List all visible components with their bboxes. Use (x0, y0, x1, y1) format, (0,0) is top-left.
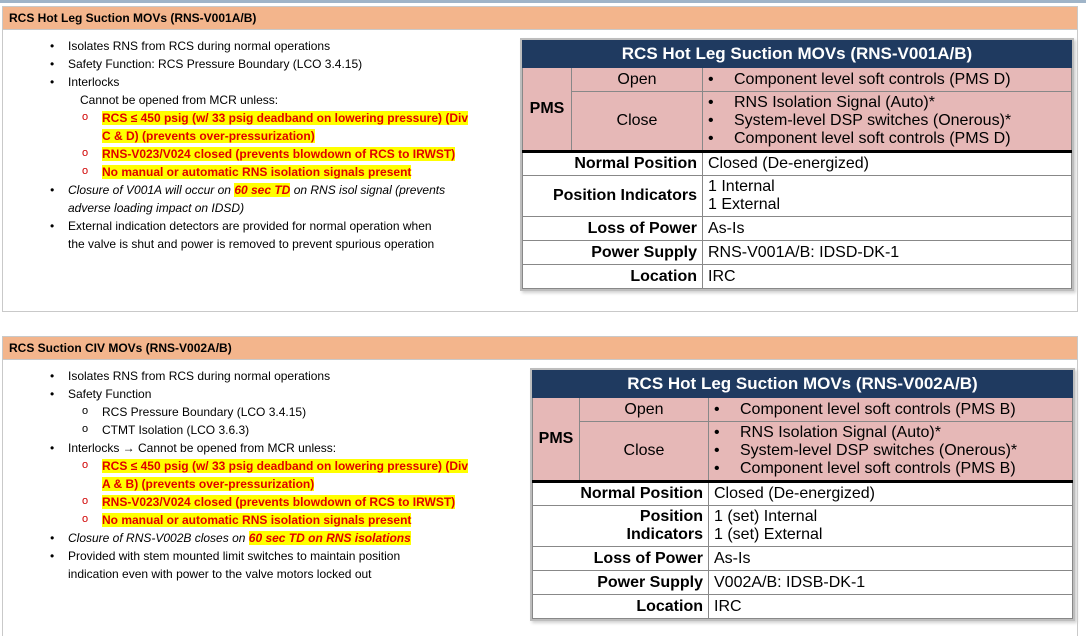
list-item: o RCS Pressure Boundary (LCO 3.4.15) (48, 403, 518, 421)
list-item: o No manual or automatic RNS isolation signals present (48, 163, 518, 181)
list-item: o RCS ≤ 450 psig (w/ 33 psig deadband on lowering pressure) (Div A & B) (prevents over-pressurization) (48, 457, 518, 493)
list-item: o RNS-V023/V024 closed (prevents blowdown of RCS to IRWST) (48, 493, 518, 511)
normal-position-label: Normal Position (523, 152, 703, 176)
power-supply-label: Power Supply (523, 241, 703, 265)
bullet-list-v001 (48, 37, 518, 253)
position-indicators-value: 1 (set) Internal 1 (set) External (709, 506, 1073, 547)
position-indicators-label: Position Indicators (533, 506, 709, 547)
power-supply-value: RNS-V001A/B: IDSD-DK-1 (703, 241, 1072, 265)
list-item: • Safety Function (48, 385, 518, 403)
list-item: • Isolates RNS from RCS during normal operations (48, 37, 518, 55)
loss-of-power-label: Loss of Power (523, 217, 703, 241)
list-item: • Safety Function: RCS Pressure Boundary (LCO 3.4.15) (48, 55, 518, 73)
position-indicators-label: Position Indicators (523, 176, 703, 217)
list-item: • Interlocks → Cannot be opened from MCR unless: (48, 439, 518, 457)
table-title: RCS Hot Leg Suction MOVs (RNS-V002A/B) (533, 371, 1073, 398)
close-label: Close (572, 92, 703, 152)
open-label: Open (580, 398, 709, 422)
loss-of-power-label: Loss of Power (533, 547, 709, 571)
pms-label: PMS (523, 68, 572, 152)
open-controls: • Component level soft controls (PMS B) (709, 398, 1073, 422)
close-label: Close (580, 422, 709, 482)
section-title: RCS Suction CIV MOVs (RNS-V002A/B) (9, 341, 232, 355)
loss-of-power-value: As-Is (709, 547, 1073, 571)
open-label: Open (572, 68, 703, 92)
position-indicators-value: 1 Internal 1 External (703, 176, 1072, 217)
section-title: RCS Hot Leg Suction MOVs (RNS-V001A/B) (9, 11, 257, 25)
close-controls: • RNS Isolation Signal (Auto)* • System-level DSP switches (Onerous)* • Component level soft controls (PMS D) (703, 92, 1072, 152)
list-item: • Isolates RNS from RCS during normal operations (48, 367, 518, 385)
pms-label: PMS (533, 398, 580, 482)
loss-of-power-value: As-Is (703, 217, 1072, 241)
valve-table-v002 (530, 368, 1075, 621)
list-item: • Closure of RNS-V002B closes on 60 sec TD on RNS isolations (48, 529, 518, 547)
normal-position-value: Closed (De-energized) (703, 152, 1072, 176)
list-item: o RNS-V023/V024 closed (prevents blowdown of RCS to IRWST) (48, 145, 518, 163)
normal-position-label: Normal Position (533, 482, 709, 506)
location-value: IRC (703, 265, 1072, 289)
bullet-list-v002 (48, 367, 518, 583)
list-item: • Interlocks (48, 73, 518, 91)
list-item: o RCS ≤ 450 psig (w/ 33 psig deadband on lowering pressure) (Div C & D) (prevents over-pressurization) (48, 109, 518, 145)
list-item: • Provided with stem mounted limit switches to maintain position indication even with power to the valve motors locked out (48, 547, 518, 583)
location-label: Location (523, 265, 703, 289)
list-item: o No manual or automatic RNS isolation signals present (48, 511, 518, 529)
list-item: • External indication detectors are provided for normal operation when the valve is shut and power is removed to prevent spurious operation (48, 217, 518, 253)
valve-table-v001 (520, 38, 1074, 291)
list-item: Cannot be opened from MCR unless: (80, 93, 279, 107)
table-title: RCS Hot Leg Suction MOVs (RNS-V001A/B) (523, 41, 1072, 68)
section-header-v001 (2, 6, 1078, 30)
section-header-v002 (2, 336, 1078, 360)
open-controls: • Component level soft controls (PMS D) (703, 68, 1072, 92)
location-value: IRC (709, 595, 1073, 619)
list-item: • Closure of V001A will occur on 60 sec TD on RNS isol signal (prevents adverse loading impact on IDSD) (48, 181, 518, 217)
list-item: o CTMT Isolation (LCO 3.6.3) (48, 421, 518, 439)
close-controls: • RNS Isolation Signal (Auto)* • System-level DSP switches (Onerous)* • Component level soft controls (PMS B) (709, 422, 1073, 482)
power-supply-value: V002A/B: IDSB-DK-1 (709, 571, 1073, 595)
normal-position-value: Closed (De-energized) (709, 482, 1073, 506)
top-border (0, 0, 1086, 3)
power-supply-label: Power Supply (533, 571, 709, 595)
location-label: Location (533, 595, 709, 619)
